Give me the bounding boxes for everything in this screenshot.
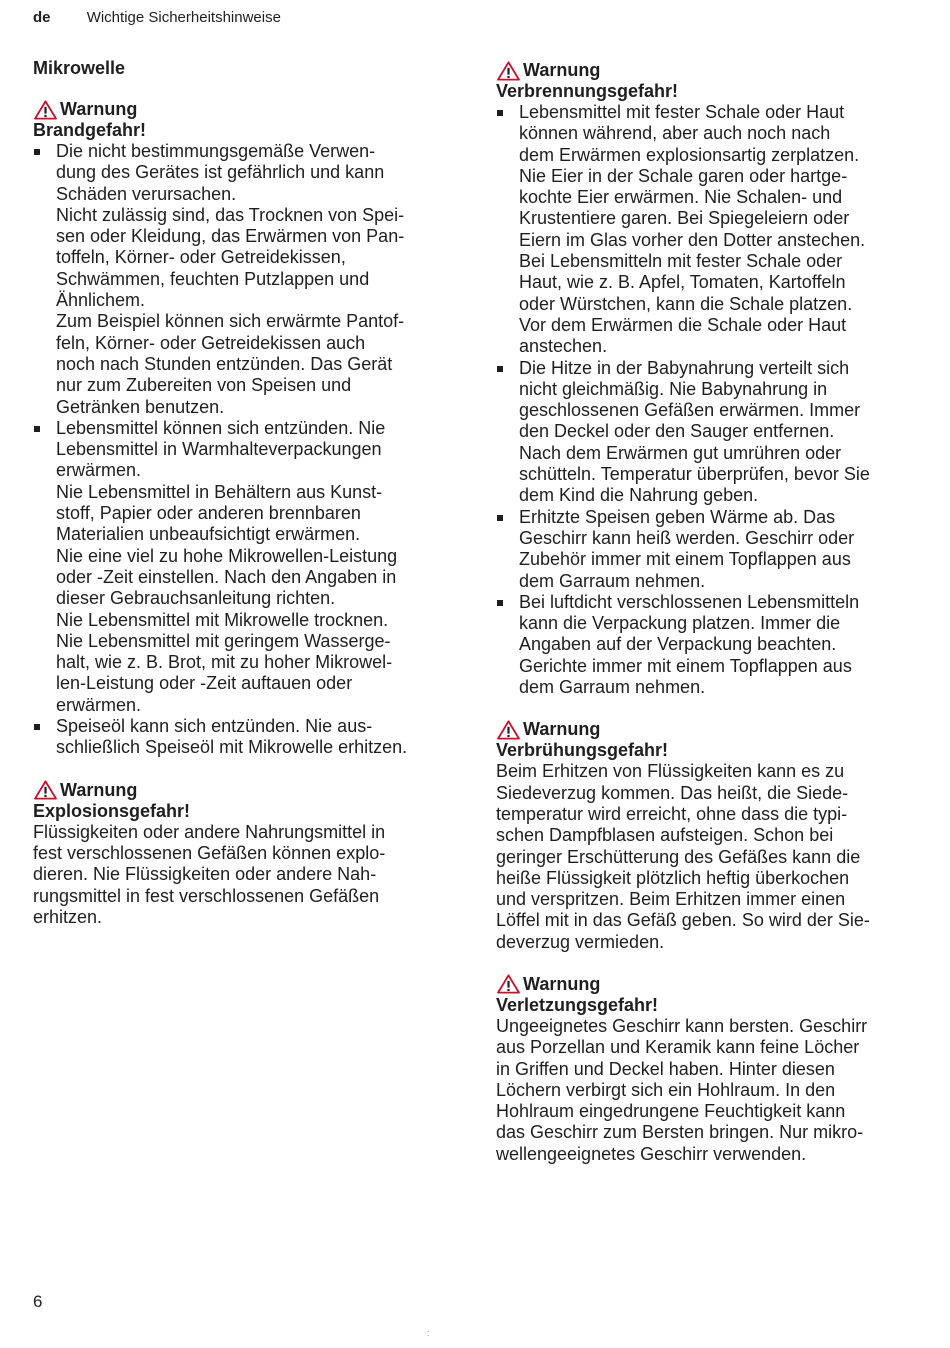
text-line: Getränken benutzen. xyxy=(56,396,225,417)
text-line: halt, wie z. B. Brot, mit zu hoher Mikrowel- xyxy=(56,652,393,673)
section-title: Mikrowelle xyxy=(33,58,126,78)
text-line: len-Leistung oder -Zeit auftauen oder xyxy=(56,673,353,694)
warning-triangle-icon xyxy=(496,720,521,740)
text-line: schließlich Speiseöl mit Mikrowelle erhitzen. xyxy=(56,737,408,758)
text-line: oder Würstchen, kann die Schale platzen. xyxy=(519,293,853,314)
list-item xyxy=(33,418,453,716)
text-line: Beim Erhitzen von Flüssigkeiten kann es zu xyxy=(496,761,845,782)
text-line: feln, Körner- oder Getreidekissen auch xyxy=(56,332,366,353)
text-line: dem Erwärmen explosionsartig zerplatzen. xyxy=(519,144,860,165)
text-line: Angaben auf der Verpackung beachten. xyxy=(519,634,837,655)
warning-label: Warnung xyxy=(60,99,138,119)
text-line: und verspritzen. Beim Erhitzen immer einen xyxy=(496,889,846,910)
text-line: Lebensmittel können sich entzünden. Nie xyxy=(56,417,386,438)
bullet-list xyxy=(33,141,453,759)
text-line: dieren. Nie Flüssigkeiten oder andere Nah- xyxy=(33,864,377,885)
list-item-text xyxy=(56,418,453,716)
warning-text xyxy=(33,822,453,928)
text-line: Bei luftdicht verschlossenen Lebensmitteln xyxy=(519,591,860,612)
text-line: erwärmen. xyxy=(56,694,142,715)
text-line: dem Kind die Nahrung geben. xyxy=(519,485,759,506)
language-tag: de xyxy=(33,9,51,26)
text-line: noch nach Stunden entzünden. Das Gerät xyxy=(56,353,393,374)
text-line: erhitzen. xyxy=(33,906,103,927)
text-line: rungsmittel in fest verschlossenen Gefäßen xyxy=(33,885,380,906)
text-line: Eiern im Glas vorher den Dotter anstechen. xyxy=(519,229,866,250)
text-line: Nach dem Erwärmen gut umrühren oder xyxy=(519,442,842,463)
page-header xyxy=(33,9,281,26)
text-line: Nie Lebensmittel in Behältern aus Kunst- xyxy=(56,481,383,502)
left-warnings xyxy=(33,99,453,928)
text-line: Lebensmittel in Warmhalteverpackungen xyxy=(56,439,382,460)
text-line: den Deckel oder den Sauger entfernen. xyxy=(519,421,835,442)
bullet-list xyxy=(496,102,916,698)
danger-title: Verbrühungsgefahr! xyxy=(496,740,669,761)
text-line: wellengeeignetes Geschirr verwenden. xyxy=(496,1143,807,1164)
text-line: Nie Lebensmittel mit geringem Wasserge- xyxy=(56,630,391,651)
header-title: Wichtige Sicherheitshinweise xyxy=(86,9,281,26)
text-line: Nicht zulässig sind, das Trocknen von Spei- xyxy=(56,204,405,225)
left-column xyxy=(33,58,453,949)
text-line: geringer Erschütterung des Gefäßes kann die xyxy=(496,846,861,867)
list-item-text xyxy=(56,141,453,418)
text-line: erwärmen. xyxy=(56,460,142,481)
warning-block xyxy=(496,719,916,953)
warning-block xyxy=(33,99,453,759)
warning-triangle-icon xyxy=(496,974,521,994)
right-warnings xyxy=(496,60,916,1165)
list-item xyxy=(496,102,916,358)
text-line: Nie Eier in der Schale garen oder hartge- xyxy=(519,165,848,186)
text-line: deverzug vermieden. xyxy=(496,931,665,952)
text-line: Hohlraum eingedrungene Feuchtigkeit kann xyxy=(496,1101,846,1122)
warning-label: Warnung xyxy=(523,973,601,994)
text-line: Nie eine viel zu hohe Mikrowellen-Leistung xyxy=(56,545,398,566)
text-line: anstechen. xyxy=(519,336,608,357)
list-item-text xyxy=(519,102,916,358)
text-line: Materialien unbeaufsichtigt erwärmen. xyxy=(56,524,361,545)
text-line: stoff, Papier oder anderen brennbaren xyxy=(56,503,361,524)
text-line: Siedeverzug kommen. Das heißt, die Siede- xyxy=(496,782,849,803)
list-item-text xyxy=(519,592,916,698)
text-line: Ähnlichem. xyxy=(56,290,146,311)
warning-block xyxy=(496,974,916,1165)
text-line: können während, aber auch noch nach xyxy=(519,123,831,144)
text-line: Löchern verbirgt sich ein Hohlraum. In den xyxy=(496,1079,836,1100)
text-line: Bei Lebensmitteln mit fester Schale oder xyxy=(519,251,843,272)
list-item xyxy=(33,141,453,418)
warning-label: Warnung xyxy=(60,779,138,800)
text-line: sen oder Kleidung, das Erwärmen von Pan- xyxy=(56,226,405,247)
text-line: Schäden verursachen. xyxy=(56,183,237,204)
list-item-text xyxy=(519,507,916,592)
text-line: Gerichte immer mit einem Topflappen aus xyxy=(519,655,852,676)
page-number: 6 xyxy=(33,1292,43,1311)
text-line: Löffel mit in das Gefäß geben. So wird der Sie- xyxy=(496,910,870,931)
text-line: Krustentiere garen. Bei Spiegeleiern oder xyxy=(519,208,850,229)
text-line: dem Garraum nehmen. xyxy=(519,570,706,591)
warning-heading xyxy=(33,99,453,120)
warning-triangle-icon xyxy=(496,61,521,81)
text-line: kann die Verpackung platzen. Immer die xyxy=(519,613,841,634)
text-line: toffeln, Körner- oder Getreidekissen, xyxy=(56,247,346,268)
text-line: dieser Gebrauchsanleitung richten. xyxy=(56,588,336,609)
warning-heading xyxy=(496,60,916,81)
text-line: dem Garraum nehmen. xyxy=(519,677,706,698)
warning-block xyxy=(496,60,916,698)
text-line: Schwämmen, feuchten Putzlappen und xyxy=(56,268,370,289)
text-line: Haut, wie z. B. Apfel, Tomaten, Kartoffeln xyxy=(519,272,846,293)
text-line: temperatur wird erreicht, ohne dass die typi- xyxy=(496,803,848,824)
text-line: Die Hitze in der Babynahrung verteilt sich xyxy=(519,357,850,378)
text-line: Zubehör immer mit einem Topflappen aus xyxy=(519,549,851,570)
list-item-text xyxy=(56,716,453,759)
text-line: Geschirr kann heiß werden. Geschirr oder xyxy=(519,527,855,548)
text-line: Nie Lebensmittel mit Mikrowelle trocknen. xyxy=(56,609,389,630)
text-line: geschlossenen Gefäßen erwärmen. Immer xyxy=(519,400,861,421)
warning-label: Warnung xyxy=(523,719,601,740)
text-line: nicht gleichmäßig. Nie Babynahrung in xyxy=(519,378,828,399)
text-line: Lebensmittel mit fester Schale oder Haut xyxy=(519,102,845,122)
warning-heading xyxy=(496,974,916,995)
text-line: Zum Beispiel können sich erwärmte Pantof- xyxy=(56,311,405,332)
danger-title: Verletzungsgefahr! xyxy=(496,994,659,1015)
text-line: oder -Zeit einstellen. Nach den Angaben in xyxy=(56,566,397,587)
text-line: Speiseöl kann sich entzünden. Nie aus- xyxy=(56,716,373,737)
warning-triangle-icon xyxy=(33,780,58,800)
right-column xyxy=(496,60,916,1186)
list-item xyxy=(496,592,916,698)
text-line: aus Porzellan und Keramik kann feine Löcher xyxy=(496,1037,860,1058)
text-line: nur zum Zubereiten von Speisen und xyxy=(56,375,352,396)
list-item-text xyxy=(519,358,916,507)
text-line: das Geschirr zum Bersten bringen. Nur mikro- xyxy=(496,1122,864,1143)
text-line: Die nicht bestimmungsgemäße Verwen- xyxy=(56,141,376,161)
text-line: Erhitzte Speisen geben Wärme ab. Das xyxy=(519,506,836,527)
text-line: schen Dampfblasen aufsteigen. Schon bei xyxy=(496,825,834,846)
footer-mark: : xyxy=(427,1328,430,1338)
warning-label: Warnung xyxy=(523,60,601,80)
warning-text xyxy=(496,1016,916,1165)
list-item xyxy=(496,507,916,592)
warning-triangle-icon xyxy=(33,100,58,120)
text-line: schütteln. Temperatur überprüfen, bevor Sie xyxy=(519,464,870,485)
text-line: Flüssigkeiten oder andere Nahrungsmittel in xyxy=(33,821,386,842)
warning-block xyxy=(33,780,453,928)
text-line: fest verschlossenen Gefäßen können explo- xyxy=(33,842,386,863)
text-line: heiße Flüssigkeit plötzlich heftig überkochen xyxy=(496,867,850,888)
text-line: dung des Gerätes ist gefährlich und kann xyxy=(56,162,385,183)
warning-text xyxy=(496,761,916,953)
text-line: kochte Eier erwärmen. Nie Schalen- und xyxy=(519,187,843,208)
warning-heading xyxy=(33,780,453,801)
danger-title: Explosionsgefahr! xyxy=(33,800,191,821)
danger-title: Brandgefahr! xyxy=(33,120,147,140)
warning-heading xyxy=(496,719,916,740)
list-item xyxy=(33,716,453,759)
list-item xyxy=(496,358,916,507)
text-line: Ungeeignetes Geschirr kann bersten. Geschirr xyxy=(496,1015,868,1036)
text-line: in Griffen und Deckel haben. Hinter diesen xyxy=(496,1058,835,1079)
text-line: Vor dem Erwärmen die Schale oder Haut xyxy=(519,314,847,335)
danger-title: Verbrennungsgefahr! xyxy=(496,81,679,101)
